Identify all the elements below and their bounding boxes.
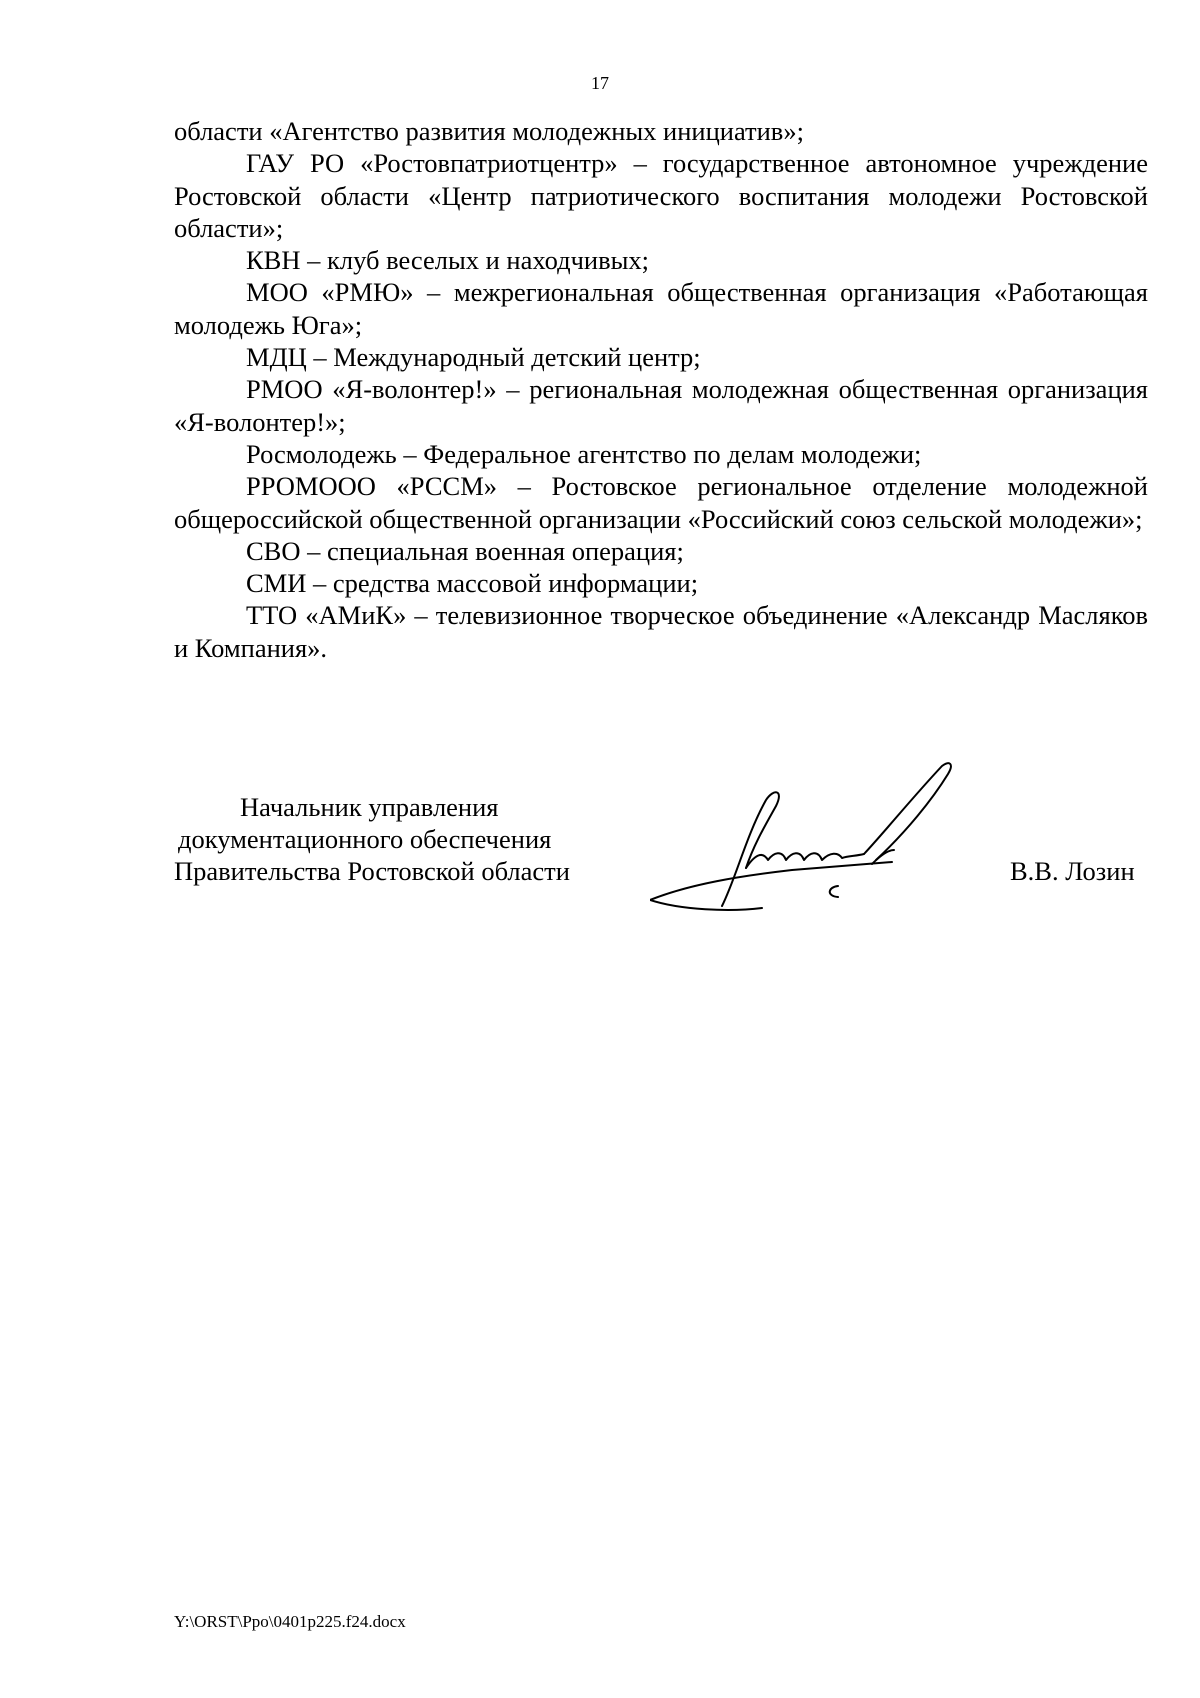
signatory-name: В.В. Лозин [1010, 856, 1135, 886]
signatory-position [174, 791, 614, 887]
list-item: МДЦ – Международный детский центр; [246, 342, 701, 373]
list-item: ТТО «АМиК» – телевизионное творческое объединение «Александр Масляков и Компания». [174, 600, 1148, 663]
list-item: МОО «РМЮ» – межрегиональная общественная организация «Работающая молодежь Юга»; [174, 277, 1148, 340]
position-line-1: Начальник управления [240, 792, 499, 822]
list-item: ГАУ РО «Ростовпатриотцентр» – государственное автономное учреждение Ростовской области «Центр патриотического воспитания молодежи Ростовской области»; [174, 148, 1148, 243]
handwritten-signature [650, 760, 990, 920]
list-item: области «Агентство развития молодежных инициатив»; [174, 116, 804, 146]
position-line-3: Правительства Ростовской области [174, 856, 570, 886]
list-item: РРОМООО «РССМ» – Ростовское региональное отделение молодежной общероссийской общественной организации «Российский союз сельской молодежи»; [174, 471, 1148, 534]
position-line-2: документационного обеспечения [178, 824, 552, 854]
file-path: Y:\ORST\Ppo\0401p225.f24.docx [174, 1612, 406, 1631]
list-item: СМИ – средства массовой информации; [246, 568, 699, 599]
list-item: РМОО «Я-волонтер!» – региональная молодежная общественная организация «Я-волонтер!»; [174, 374, 1148, 437]
list-item: Росмолодежь – Федеральное агентство по делам молодежи; [246, 438, 922, 469]
list-item: СВО – специальная военная операция; [246, 535, 684, 566]
list-item: КВН – клуб веселых и находчивых; [246, 245, 650, 276]
page-number: 17 [591, 73, 609, 93]
abbreviations-list [174, 115, 1148, 664]
